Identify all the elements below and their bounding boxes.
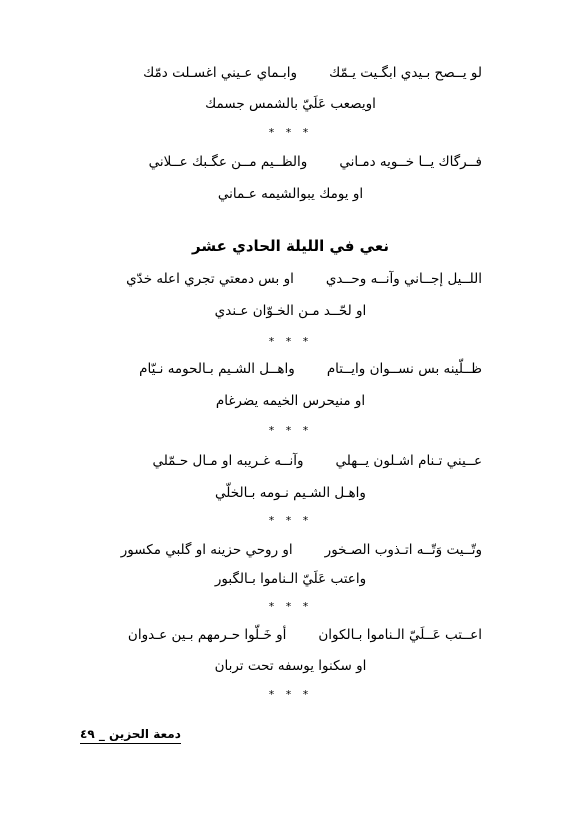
verse-closing-line: او لحّــد مـن الخـوّان عـندي (214, 303, 367, 319)
hemistich-left: وآنــه غـريبه او مـال حـمّلي (152, 453, 304, 469)
verse-closing-line: او منيحرس الخيمه يضرغام (215, 393, 366, 409)
verse-line (152, 452, 482, 470)
hemistich-left: واهــل الشـيم بـالحومه نـيّام (139, 361, 295, 377)
hemistich-right: ظــلّينه بس نســوان وايــتام (326, 361, 482, 377)
page-footer: دمعة الحزين _ ٤٩ (80, 726, 181, 744)
stars-separator: * * * (268, 335, 313, 348)
verse-line (128, 626, 482, 644)
hemistich-right: لو يــصح بـيدي ابگـيت يـمّك (329, 65, 482, 81)
stars-separator: * * * (268, 688, 313, 701)
stars-separator: * * * (268, 514, 313, 527)
verse-closing-line: واعتب عَلَيّ الـناموا بـالگبور (214, 571, 367, 587)
verse-closing-line: او يومك يبوالشيمه عـماني (217, 186, 364, 202)
hemistich-left: وابـماي عـيني اغسـلت دمّك (143, 65, 298, 81)
stars-separator: * * * (268, 126, 313, 139)
hemistich-left: والظــيم مــن عگـبك عــلاني (148, 154, 308, 170)
verse-line (121, 541, 482, 559)
verse-line (143, 64, 482, 82)
verse-line (149, 153, 482, 171)
hemistich-right: اللــيل إجــاني وآنــه وحــدي (325, 271, 482, 287)
verse-closing-line: اويصعب عَلَيّ بالشمس جسمك (205, 96, 376, 112)
verse-line (139, 360, 482, 378)
hemistich-right: وتّــيت وَتّــه اتـذوب الصـخور (324, 542, 482, 558)
section-heading: نعي في الليلة الحادي عشر (192, 237, 389, 255)
hemistich-left: أو خَـلّوا حـرمهم بـين عـدوان (127, 627, 287, 643)
hemistich-left: او بس دمعتي تجري اعله خدّي (126, 271, 294, 287)
stars-separator: * * * (268, 600, 313, 613)
stars-separator: * * * (268, 424, 313, 437)
hemistich-right: اعــتب عَــلَيّ الـناموا بـالكوان (318, 627, 482, 643)
verse-closing-line: او سكنوا يوسفه تحت تربان (214, 658, 367, 674)
hemistich-right: فــرگاك يــا خــويه دمـاني (339, 154, 482, 170)
hemistich-left: او روحي حزينه او گلبي مكسور (120, 542, 293, 558)
verse-line (126, 270, 482, 288)
verse-closing-line: واهـل الشـيم نـومه بـالخلّي (215, 485, 366, 501)
hemistich-right: عــيني تـنام اشـلون يــهلي (335, 453, 482, 469)
